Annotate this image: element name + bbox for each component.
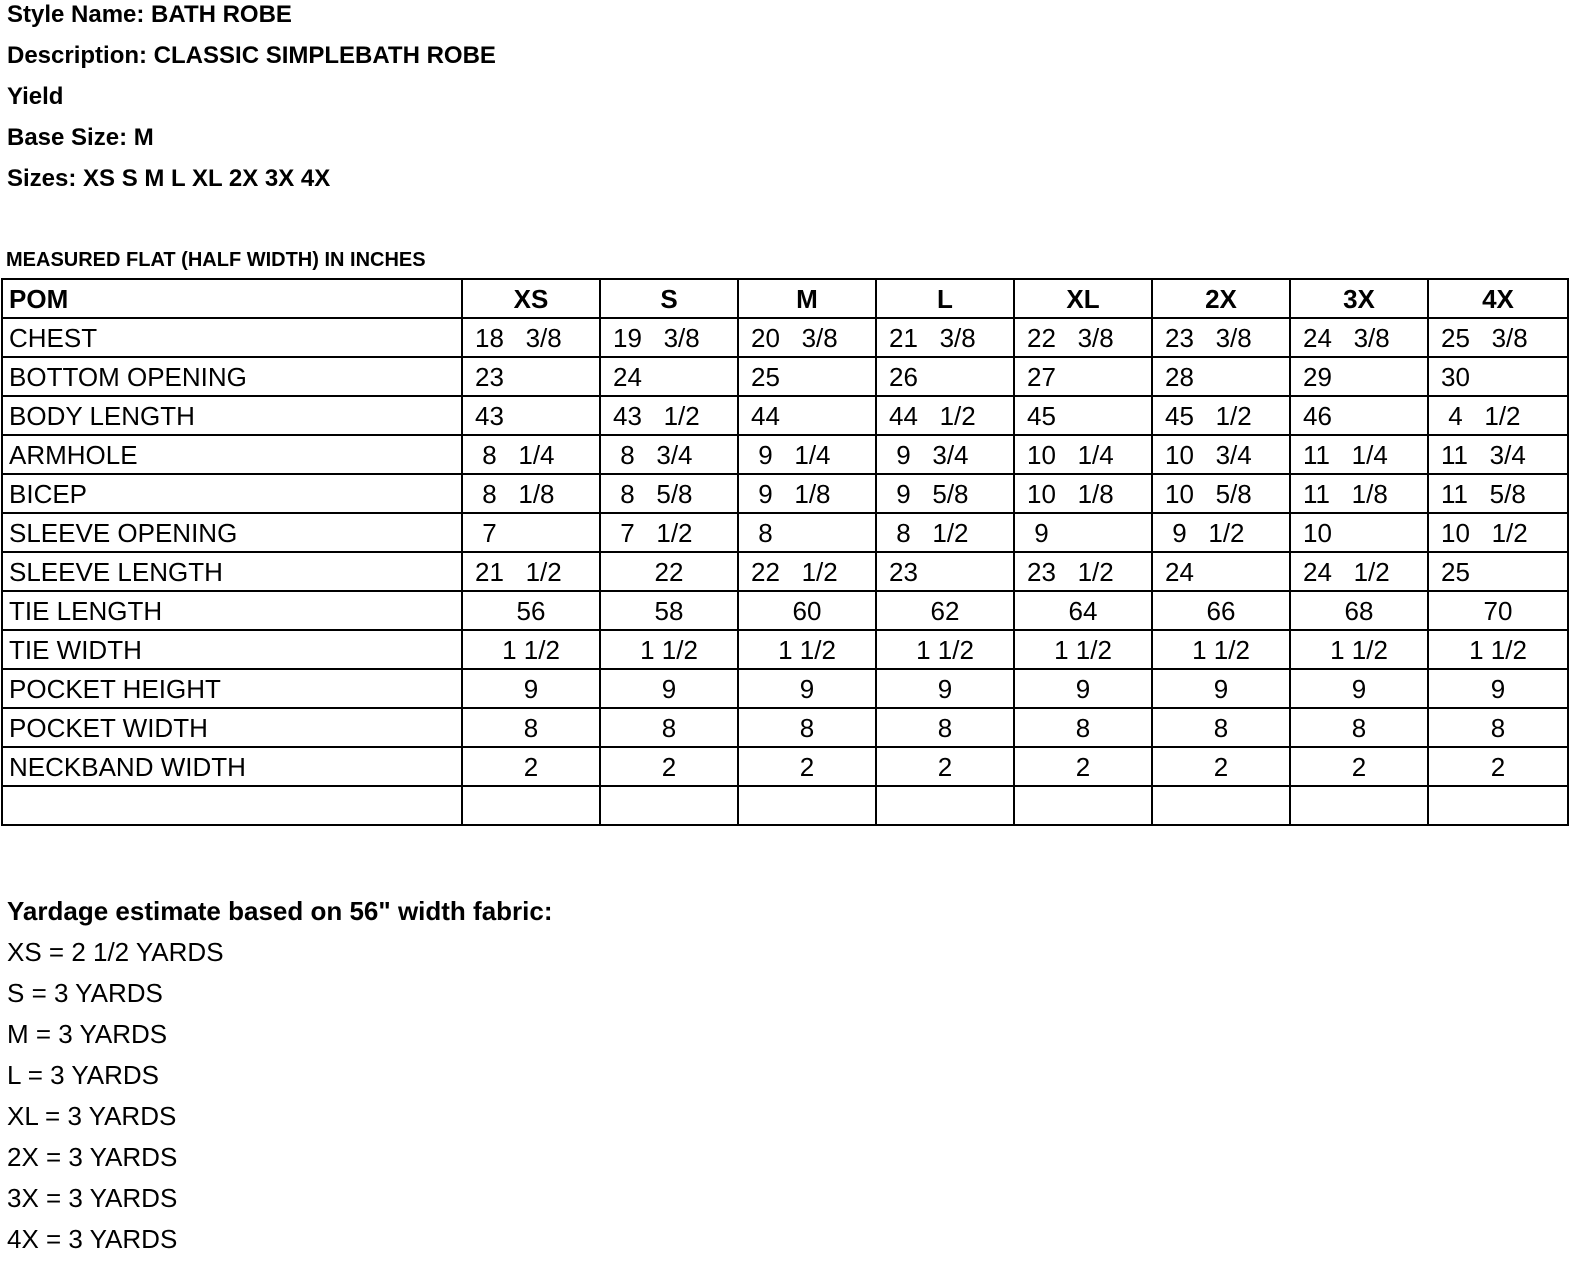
table-row [2, 786, 1568, 825]
measurement-cell: 25 3/8 [1428, 318, 1568, 357]
measurement-cell: 1 1/2 [1290, 630, 1428, 669]
measurement-cell: 10 1/4 [1014, 435, 1152, 474]
column-header-size: 2X [1152, 279, 1290, 318]
measurement-cell: 1 1/2 [1014, 630, 1152, 669]
measurement-cell: 8 [1014, 708, 1152, 747]
measurement-cell: 18 3/8 [462, 318, 600, 357]
yardage-line: S = 3 YARDS [7, 978, 163, 1008]
measurement-cell: 10 1/2 [1428, 513, 1568, 552]
measurement-cell: 43 [462, 396, 600, 435]
measurement-cell: 8 [1152, 708, 1290, 747]
measurement-cell: 27 [1014, 357, 1152, 396]
measurement-cell: 9 3/4 [876, 435, 1014, 474]
measurement-note: MEASURED FLAT (HALF WIDTH) IN INCHES [6, 249, 426, 271]
measurement-cell: 8 [1428, 708, 1568, 747]
measurement-cell [876, 786, 1014, 825]
yardage-line: L = 3 YARDS [7, 1060, 159, 1090]
column-header-size: 3X [1290, 279, 1428, 318]
measurement-cell: 58 [600, 591, 738, 630]
measurement-cell: 22 1/2 [738, 552, 876, 591]
pom-label: POCKET HEIGHT [2, 669, 462, 708]
pom-label: SLEEVE LENGTH [2, 552, 462, 591]
table-row [2, 318, 1568, 357]
pom-label: NECKBAND WIDTH [2, 747, 462, 786]
measurement-cell: 2 [1290, 747, 1428, 786]
column-header-pom: POM [2, 279, 462, 318]
measurement-cell: 23 3/8 [1152, 318, 1290, 357]
measurement-cell: 8 [600, 708, 738, 747]
table-row [2, 357, 1568, 396]
measurement-cell: 10 1/8 [1014, 474, 1152, 513]
measurement-cell: 2 [462, 747, 600, 786]
measurement-cell: 60 [738, 591, 876, 630]
pom-label: BODY LENGTH [2, 396, 462, 435]
measurement-cell: 7 1/2 [600, 513, 738, 552]
measurement-cell: 11 1/8 [1290, 474, 1428, 513]
column-header-size: M [738, 279, 876, 318]
column-header-size: 4X [1428, 279, 1568, 318]
yield-label: Yield [7, 83, 64, 110]
table-row [2, 474, 1568, 513]
measurement-cell: 10 5/8 [1152, 474, 1290, 513]
measurement-cell [1290, 786, 1428, 825]
pom-label: CHEST [2, 318, 462, 357]
measurement-cell: 1 1/2 [738, 630, 876, 669]
table-row [2, 591, 1568, 630]
measurement-cell: 1 1/2 [462, 630, 600, 669]
measurement-cell: 62 [876, 591, 1014, 630]
spec-header [7, 0, 496, 205]
measurement-cell: 43 1/2 [600, 396, 738, 435]
measurement-cell: 70 [1428, 591, 1568, 630]
table-row [2, 747, 1568, 786]
measurement-cell: 25 [738, 357, 876, 396]
measurement-cell: 2 [1428, 747, 1568, 786]
measurement-cell: 1 1/2 [1152, 630, 1290, 669]
measurement-cell: 9 [1014, 513, 1152, 552]
measurement-cell: 28 [1152, 357, 1290, 396]
measurement-cell: 8 3/4 [600, 435, 738, 474]
table-row [2, 630, 1568, 669]
base-size: Base Size: M [7, 124, 154, 151]
yardage-list [7, 934, 553, 1262]
pom-label [2, 786, 462, 825]
measurement-cell: 44 1/2 [876, 396, 1014, 435]
measurement-cell: 45 [1014, 396, 1152, 435]
measurement-cell [600, 786, 738, 825]
measurement-cell: 1 1/2 [876, 630, 1014, 669]
column-header-size: XL [1014, 279, 1152, 318]
measurement-cell: 8 5/8 [600, 474, 738, 513]
measurement-cell: 46 [1290, 396, 1428, 435]
table-row [2, 669, 1568, 708]
pom-label: TIE WIDTH [2, 630, 462, 669]
measurement-cell: 2 [876, 747, 1014, 786]
measurement-cell: 9 [1428, 669, 1568, 708]
yardage-line: 4X = 3 YARDS [7, 1224, 178, 1254]
pom-label: ARMHOLE [2, 435, 462, 474]
table-row [2, 708, 1568, 747]
measurement-cell: 8 [1290, 708, 1428, 747]
yardage-line: M = 3 YARDS [7, 1019, 168, 1049]
measurement-cell: 45 1/2 [1152, 396, 1290, 435]
measurement-cell: 8 1/8 [462, 474, 600, 513]
measurement-cell [1014, 786, 1152, 825]
pom-label: SLEEVE OPENING [2, 513, 462, 552]
measurement-cell: 2 [1014, 747, 1152, 786]
measurement-cell: 21 1/2 [462, 552, 600, 591]
measurement-cell: 64 [1014, 591, 1152, 630]
description: Description: CLASSIC SIMPLEBATH ROBE [7, 42, 496, 69]
pom-label: TIE LENGTH [2, 591, 462, 630]
pom-label: BOTTOM OPENING [2, 357, 462, 396]
measurement-cell [462, 786, 600, 825]
table-row [2, 435, 1568, 474]
measurement-cell: 24 1/2 [1290, 552, 1428, 591]
measurement-cell: 56 [462, 591, 600, 630]
yardage-line: XS = 2 1/2 YARDS [7, 937, 224, 967]
measurement-cell: 9 [1290, 669, 1428, 708]
measurement-cell: 2 [738, 747, 876, 786]
measurement-cell: 1 1/2 [1428, 630, 1568, 669]
measurement-cell: 11 1/4 [1290, 435, 1428, 474]
measurement-cell: 26 [876, 357, 1014, 396]
measurement-cell: 24 3/8 [1290, 318, 1428, 357]
column-header-size: XS [462, 279, 600, 318]
measurement-cell: 2 [600, 747, 738, 786]
yardage-line: XL = 3 YARDS [7, 1101, 177, 1131]
measurement-cell: 9 1/2 [1152, 513, 1290, 552]
sizes-list: Sizes: XS S M L XL 2X 3X 4X [7, 165, 331, 192]
table-body [2, 318, 1568, 825]
style-name: Style Name: BATH ROBE [7, 1, 292, 28]
yardage-title: Yardage estimate based on 56" width fabric: [7, 896, 553, 926]
measurement-cell: 20 3/8 [738, 318, 876, 357]
measurement-cell [1152, 786, 1290, 825]
measurement-cell: 8 [876, 708, 1014, 747]
measurement-cell: 23 [462, 357, 600, 396]
measurement-cell: 22 [600, 552, 738, 591]
measurement-cell: 23 [876, 552, 1014, 591]
measurement-cell: 11 5/8 [1428, 474, 1568, 513]
measurement-cell: 9 [876, 669, 1014, 708]
measurement-cell: 44 [738, 396, 876, 435]
measurement-cell: 9 [1152, 669, 1290, 708]
measurement-cell: 1 1/2 [600, 630, 738, 669]
measurement-cell: 10 [1290, 513, 1428, 552]
measurement-cell [1428, 786, 1568, 825]
measurement-cell: 9 1/4 [738, 435, 876, 474]
measurement-cell: 66 [1152, 591, 1290, 630]
measurement-cell: 7 [462, 513, 600, 552]
measurement-cell [738, 786, 876, 825]
table-row [2, 552, 1568, 591]
measurement-cell: 4 1/2 [1428, 396, 1568, 435]
measurement-cell: 9 [462, 669, 600, 708]
measurement-cell: 8 [462, 708, 600, 747]
measurement-cell: 24 [1152, 552, 1290, 591]
measurement-cell: 8 [738, 708, 876, 747]
measurement-cell: 9 [738, 669, 876, 708]
measurement-cell: 9 1/8 [738, 474, 876, 513]
measurement-cell: 8 1/4 [462, 435, 600, 474]
column-header-size: S [600, 279, 738, 318]
measurement-cell: 24 [600, 357, 738, 396]
table-header-row [2, 279, 1568, 318]
measurement-cell: 9 [1014, 669, 1152, 708]
pom-label: BICEP [2, 474, 462, 513]
yardage-line: 3X = 3 YARDS [7, 1183, 178, 1213]
yardage-estimate [7, 893, 553, 1262]
measurement-cell: 29 [1290, 357, 1428, 396]
measurement-cell: 22 3/8 [1014, 318, 1152, 357]
measurement-cell: 19 3/8 [600, 318, 738, 357]
measurement-cell: 2 [1152, 747, 1290, 786]
yardage-line: 2X = 3 YARDS [7, 1142, 178, 1172]
measurement-cell: 68 [1290, 591, 1428, 630]
measurement-table [1, 278, 1569, 826]
measurement-cell: 10 3/4 [1152, 435, 1290, 474]
measurement-cell: 21 3/8 [876, 318, 1014, 357]
measurement-cell: 25 [1428, 552, 1568, 591]
measurement-cell: 30 [1428, 357, 1568, 396]
column-header-size: L [876, 279, 1014, 318]
measurement-cell: 23 1/2 [1014, 552, 1152, 591]
measurement-cell: 9 [600, 669, 738, 708]
measurement-cell: 8 [738, 513, 876, 552]
pom-label: POCKET WIDTH [2, 708, 462, 747]
measurement-cell: 11 3/4 [1428, 435, 1568, 474]
measurement-cell: 8 1/2 [876, 513, 1014, 552]
measurement-cell: 9 5/8 [876, 474, 1014, 513]
table-row [2, 513, 1568, 552]
table-row [2, 396, 1568, 435]
